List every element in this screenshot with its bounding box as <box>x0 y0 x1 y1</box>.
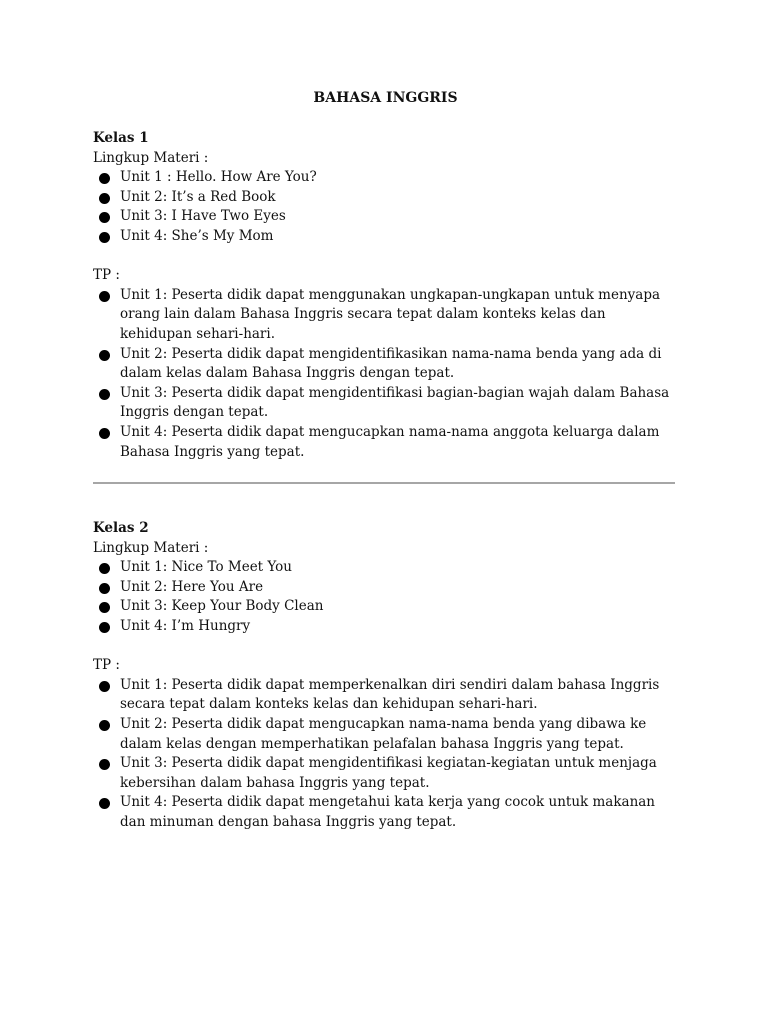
spacer <box>93 247 678 267</box>
unit-text: Unit 3: I Have Two Eyes <box>120 208 286 225</box>
list-item <box>93 207 678 227</box>
bullet-icon <box>99 681 110 692</box>
unit-text: Unit 4: I’m Hungry <box>120 617 251 634</box>
lingkup-materi-label: Lingkup Materi : <box>93 539 209 556</box>
list-item <box>93 384 678 423</box>
list-item <box>93 227 678 247</box>
list-item <box>93 345 678 384</box>
tp-text: Unit 2: Peserta didik dapat mengucapkan nama-nama benda yang dibawa ke dalam kelas dengan memperhatikan pelafalan bahasa Inggris yang tepat. <box>120 715 647 752</box>
kelas-heading: Kelas 1 <box>93 130 149 146</box>
section-kelas-1 <box>93 129 678 462</box>
list-item <box>93 676 678 715</box>
document-title: BAHASA INGGRIS <box>313 90 458 106</box>
tp-text: Unit 4: Peserta didik dapat mengetahui kata kerja yang cocok untuk makanan dan minuman dengan bahasa Inggris yang tepat. <box>120 794 656 830</box>
tp-label: TP : <box>93 657 120 674</box>
unit-text: Unit 1 : Hello. How Are You? <box>120 169 317 186</box>
list-item <box>93 286 678 345</box>
list-item <box>93 558 678 578</box>
bullet-icon <box>99 720 110 731</box>
list-item <box>93 617 678 637</box>
list-item <box>93 597 678 617</box>
tp-text: Unit 2: Peserta didik dapat mengidentifikasikan nama-nama benda yang ada di dalam kelas dalam Bahasa Inggris dengan tepat. <box>120 345 662 382</box>
list-item <box>93 793 678 832</box>
unit-list <box>93 168 678 246</box>
bullet-icon <box>99 602 110 613</box>
list-item <box>93 578 678 598</box>
bullet-icon <box>99 759 110 770</box>
bullet-icon <box>99 291 110 302</box>
bullet-icon <box>99 622 110 633</box>
list-item <box>93 168 678 188</box>
list-item <box>93 188 678 208</box>
unit-text: Unit 2: Here You Are <box>120 578 264 595</box>
unit-text: Unit 2: It’s a Red Book <box>120 188 276 205</box>
kelas-heading: Kelas 2 <box>93 520 149 536</box>
bullet-icon <box>99 389 110 400</box>
list-item <box>93 754 678 793</box>
tp-text: Unit 4: Peserta didik dapat mengucapkan nama-nama anggota keluarga dalam Bahasa Inggris yang tepat. <box>120 423 660 460</box>
unit-text: Unit 3: Keep Your Body Clean <box>120 598 324 615</box>
bullet-icon <box>99 798 110 809</box>
bullet-icon <box>99 193 110 204</box>
tp-text: Unit 3: Peserta didik dapat mengidentifikasi bagian-bagian wajah dalam Bahasa Inggris dengan tepat. <box>120 384 670 421</box>
section-kelas-2 <box>93 519 678 833</box>
unit-text: Unit 4: She’s My Mom <box>120 227 274 244</box>
lingkup-materi-label: Lingkup Materi : <box>93 149 209 166</box>
bullet-icon <box>99 563 110 574</box>
bullet-icon <box>99 428 110 439</box>
list-item <box>93 715 678 754</box>
bullet-icon <box>99 212 110 223</box>
section-divider <box>93 482 675 484</box>
list-item <box>93 423 678 462</box>
bullet-icon <box>99 350 110 361</box>
bullet-icon <box>99 173 110 184</box>
tp-text: Unit 1: Peserta didik dapat memperkenalkan diri sendiri dalam bahasa Inggris secara tepat dalam konteks kelas dan kehidupan sehari-hari. <box>120 676 660 713</box>
bullet-icon <box>99 583 110 594</box>
tp-text: Unit 1: Peserta didik dapat menggunakan ungkapan-ungkapan untuk menyapa orang lain dalam Bahasa Inggris secara tepat dalam konteks kelas dan kehidupan sehari-hari. <box>120 286 661 342</box>
unit-list <box>93 558 678 636</box>
tp-list <box>93 286 678 462</box>
bullet-icon <box>99 232 110 243</box>
tp-text: Unit 3: Peserta didik dapat mengidentifikasi kegiatan-kegiatan untuk menjaga kebersihan dalam bahasa Inggris yang tepat. <box>120 755 657 791</box>
tp-label: TP : <box>93 267 120 284</box>
tp-list <box>93 676 678 833</box>
spacer <box>93 637 678 657</box>
unit-text: Unit 1: Nice To Meet You <box>120 559 292 576</box>
